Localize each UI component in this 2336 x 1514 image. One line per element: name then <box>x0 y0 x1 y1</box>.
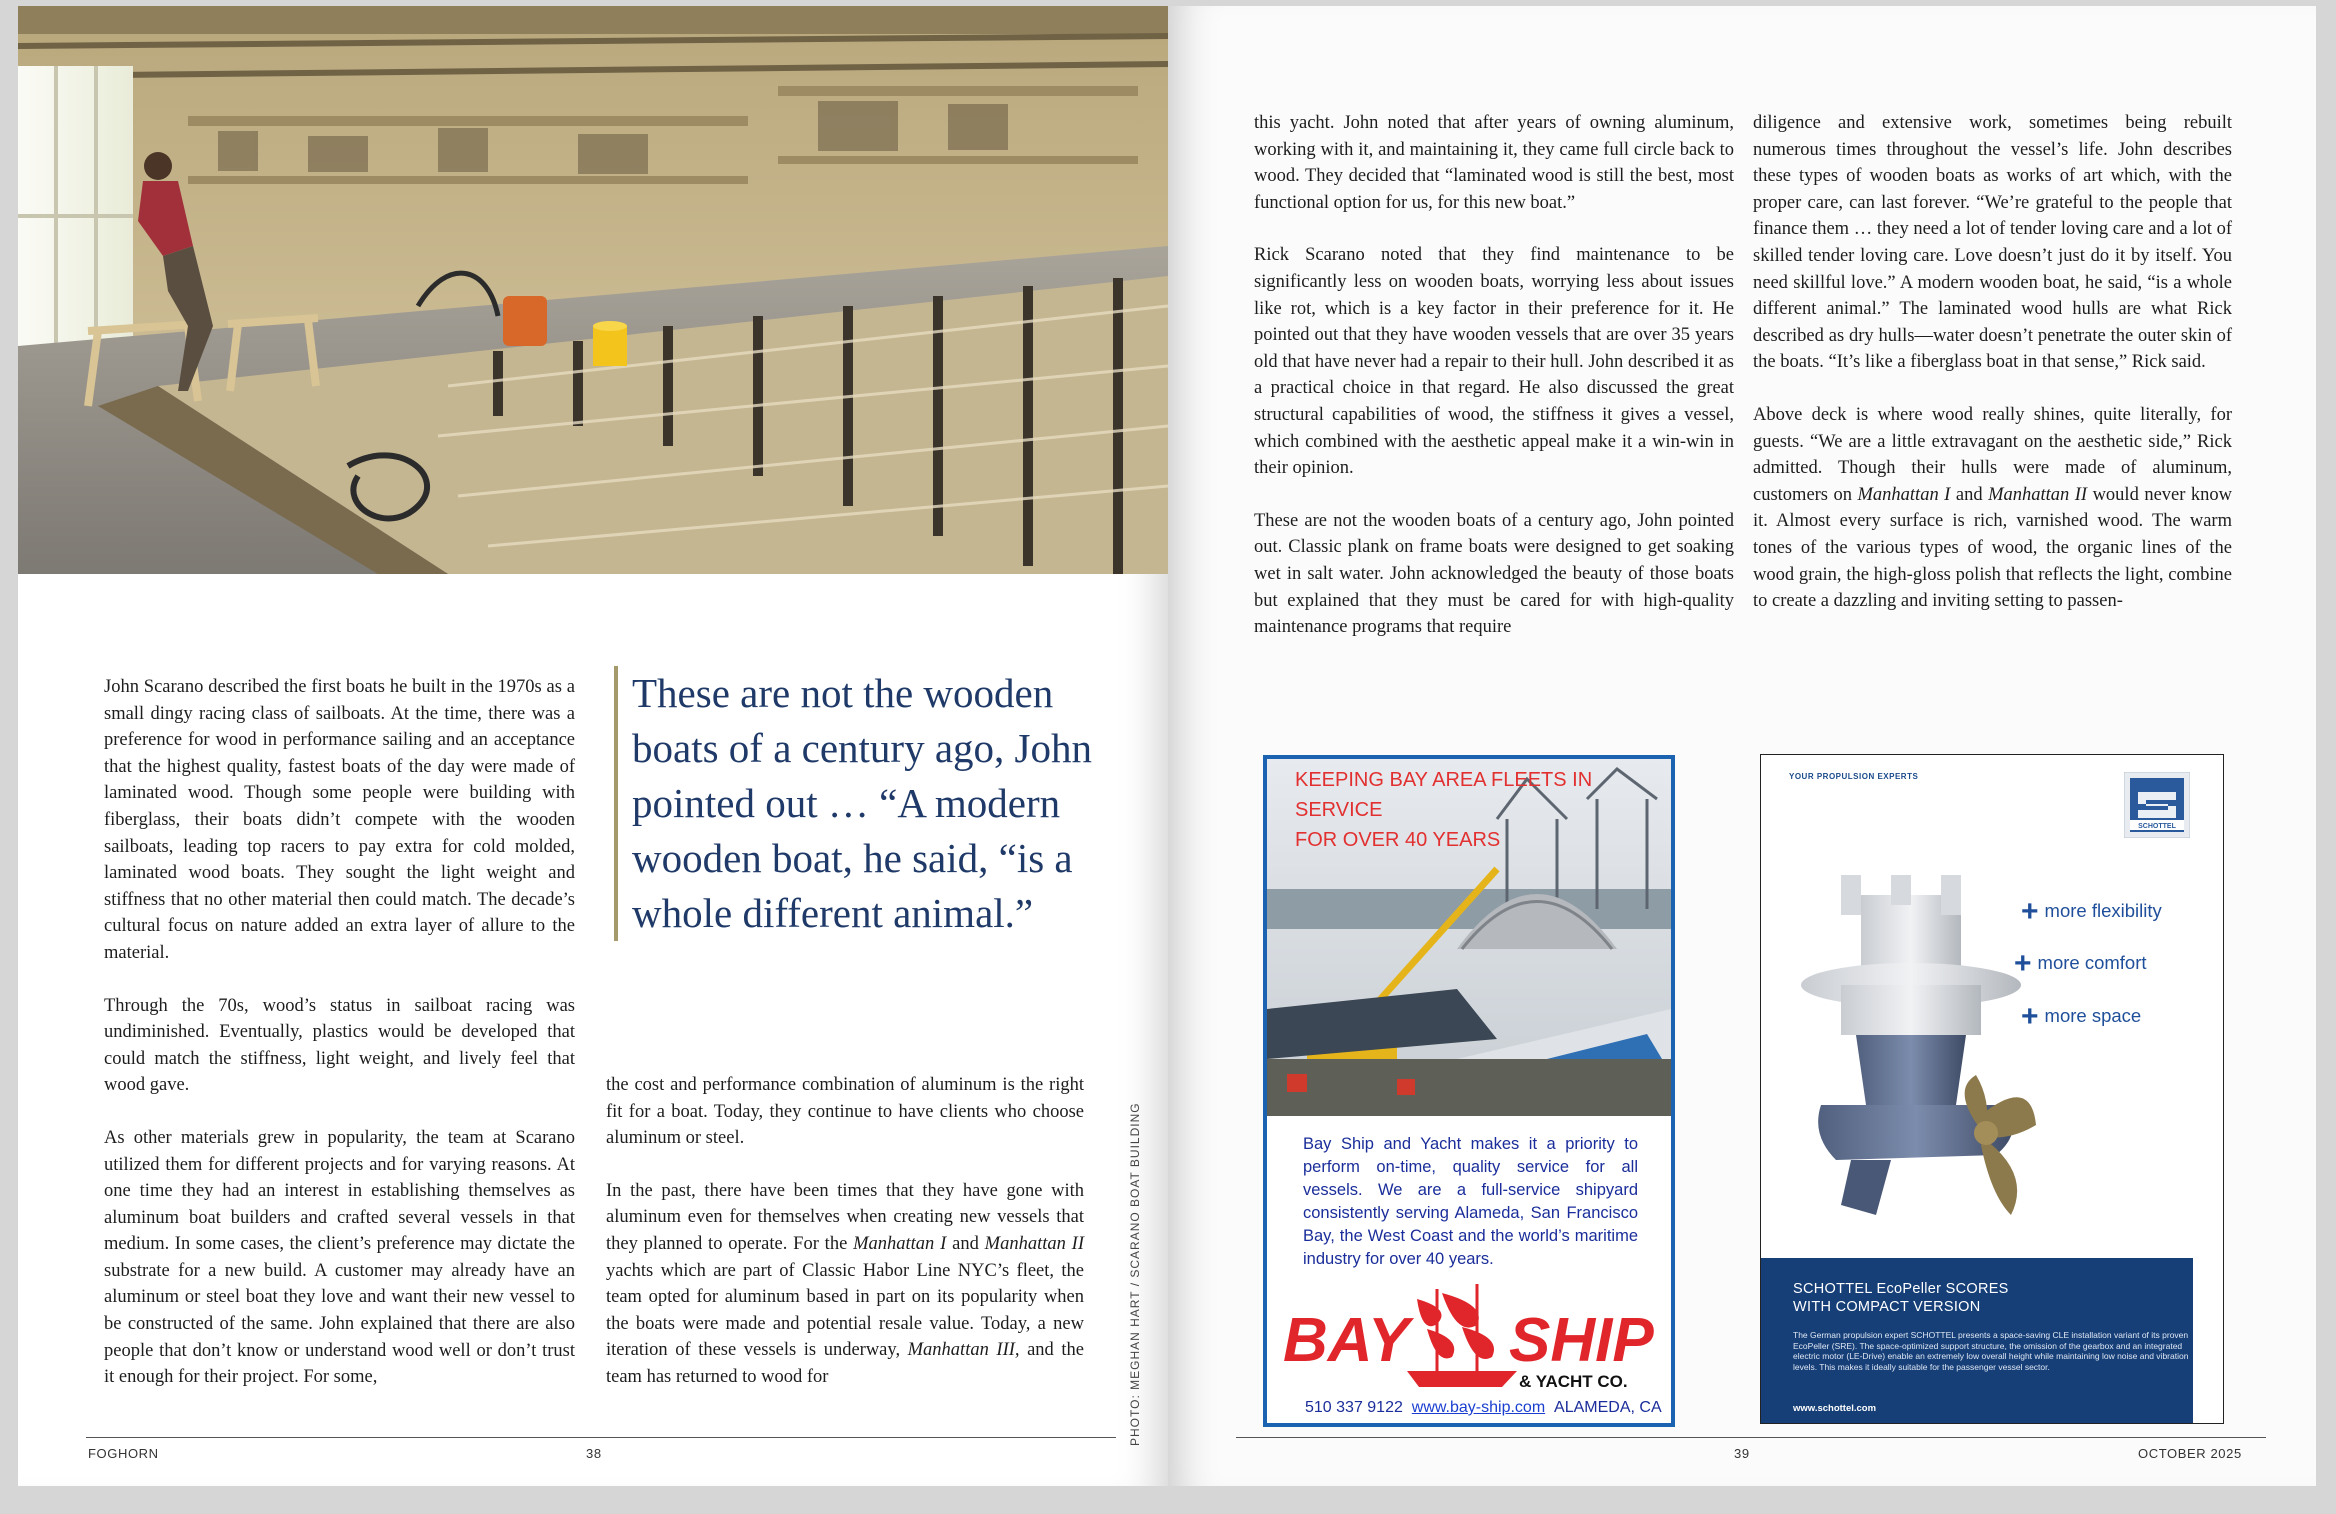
bayship-logo <box>1277 1279 1667 1399</box>
logo-text: SCHOTTEL <box>2138 823 2176 830</box>
ad-link[interactable]: www.bay-ship.com <box>1411 1399 1546 1416</box>
feature-comfort <box>2014 947 2147 981</box>
headline-line: FOR OVER 40 YEARS <box>1295 829 1501 851</box>
schottel-logo <box>2124 772 2190 838</box>
plus-icon: + <box>2021 1000 2039 1033</box>
paragraph: John Scarano described the first boats he built in the 1970s as a small dingy racing class of sailboats. At the time, there was a preference for wood in performance sailing and an acceptance that the highest quality, fastest boats of the day were made of laminated wood. Though some people were building with fiberglass, their boats didn’t compete with the wooden sailboats, leading top racers to pay extra for cold molded, laminated wood boats. They sought the light weight and stiffness that no other material then could match. The decade’s cultural focus on nature added an extra layer of allure to the material. <box>104 677 575 963</box>
article-col-1 <box>104 674 575 1391</box>
footer-rule <box>86 1437 1116 1438</box>
article-col-1 <box>1254 110 1734 641</box>
logo-subtitle: & YACHT CO. <box>1519 1372 1628 1391</box>
phone-number: 510 337 9122 <box>1305 1399 1403 1416</box>
logo-word-ship: SHIP <box>1509 1306 1654 1375</box>
feature-flexibility <box>2021 895 2162 929</box>
headline-line: KEEPING BAY AREA FLEETS IN SERVICE <box>1295 769 1593 821</box>
paragraph: this yacht. John noted that after years of owning aluminum, working with it, and maintaining it, they came full circle back to wood. They decided that “laminated wood is still the best, most functional option for us, for this new boat.” <box>1254 113 1734 213</box>
photo-credit: PHOTO: MEGHAN HART / SCARANO BOAT BUILDING <box>1128 1102 1142 1446</box>
paragraph <box>1753 402 2232 615</box>
feature-space <box>2021 1000 2141 1034</box>
article-col-2 <box>606 1072 1084 1391</box>
text-run: and <box>946 1233 985 1254</box>
pull-quote <box>614 666 1132 941</box>
page-number: 38 <box>586 1446 602 1461</box>
bayship-ad[interactable] <box>1263 755 1675 1427</box>
workshop-photo <box>18 6 1168 574</box>
text-run: and <box>1950 484 1989 505</box>
ad-tagline: YOUR PROPULSION EXPERTS <box>1789 772 1919 781</box>
feature-label: more comfort <box>2037 952 2147 973</box>
yacht-name: Manhattan III, <box>907 1340 1020 1361</box>
paragraph: Through the 70s, wood’s status in sailboat racing was undiminished. Eventually, plastics would be developed that could match the stiffness, light weight, and lively feel that wood gave. <box>104 995 575 1096</box>
text-run: yachts which are part of Classic Habor Line NYC’s fleet, the team opted for aluminum based in part on its popularity when the boats were made and potential resale value. Today, a new iteration of these vessels is underway, <box>606 1260 1084 1361</box>
page-number: 39 <box>1734 1446 1750 1461</box>
plus-icon: + <box>2021 895 2039 928</box>
paragraph: Rick Scarano noted that they find maintenance to be significantly less on wooden boats, worrying less about issues like rot, which is a key factor in their preference for it. He pointed out that they have wooden vessels that are over 35 years old that have never had a repair to their hull. John described it as a practical choice in that regard. He also discussed the great structural capabilities of wood, the stiffness it gives a vessel, which combined with the aesthetic appeal make it a win-win in their opinion. <box>1254 245 1734 479</box>
ad-link[interactable]: www.schottel.com <box>1793 1403 1877 1414</box>
right-page <box>1168 6 2316 1486</box>
paragraph: diligence and extensive work, sometimes being rebuilt numerous times throughout the vessel’s life. John describes these types of wooden boats as works of art which, with the proper care, can last forever. “We’re grateful to the people that finance them … they need a lot of tender loving care and a lot of skilled tender loving care. Love doesn’t just do it by itself. You need skillful love.” A modern wooden boat, he said, “is a whole different animal.” The laminated wood hulls are what Rick described as dry hulls—water doesn’t penetrate the outer skin of the boats. “It’s like a fiberglass boat in that sense,” Rick said. <box>1753 113 2232 373</box>
paragraph: As other materials grew in popularity, the team at Scarano utilized them for different projects and for varying reasons. At one time they had an interest in establishing themselves as aluminum boat builders and crafted several vessels in that medium. In some cases, the client’s preference may dictate the substrate for a new build. A customer may already have an aluminum or steel boat they love and want their new vessel to be constructed of the same. John explained that there are also people that don’t know or understand wood well or don’t trust it enough for their project. For some, <box>104 1127 575 1388</box>
left-page <box>18 6 1168 1486</box>
logo-word-bay: BAY <box>1283 1306 1410 1375</box>
sailing-ship-icon <box>1407 1284 1517 1387</box>
panel-title <box>1793 1280 2009 1316</box>
paragraph: These are not the wooden boats of a century ago, John pointed out. Classic plank on frame boats were designed to get soaking wet in salt water. John acknowledged the beauty of those boats but explained that they must be cared for with high-quality maintenance programs that require <box>1254 510 1734 638</box>
article-col-2 <box>1753 110 2232 615</box>
text-run: and the team has returned to wood for <box>606 1340 1084 1387</box>
yacht-name: Manhattan II <box>1988 484 2088 505</box>
panel-title-line: WITH COMPACT VERSION <box>1793 1299 1981 1315</box>
footer-rule <box>1236 1437 2266 1438</box>
yacht-name: Manhattan I <box>1857 484 1951 505</box>
magazine-name: FOGHORN <box>88 1446 159 1461</box>
ecopeller-image <box>1781 875 2041 1295</box>
ad-body: Bay Ship and Yacht makes it a priority to perform on-time, quality service for all vessels. We are a full-service shipyard consistently serving Alameda, San Francisco Bay, the West Coast and the world’s maritime industry for over 40 years. <box>1303 1135 1638 1268</box>
schottel-ad[interactable] <box>1760 754 2224 1424</box>
text-run: would never know it. Almost every surface is rich, varnished wood. The warm tones of the various types of wood, the organic lines of the wood grain, the high-gloss polish that reflects the light, combine to create a dazzling and inviting setting to passen- <box>1753 484 2233 612</box>
feature-label: more flexibility <box>2044 900 2162 921</box>
pull-quote-text: These are not the wooden boats of a century ago, John pointed out … “A modern wooden boat, he said, “is a whole different animal.” <box>632 670 1092 936</box>
feature-label: more space <box>2044 1005 2142 1026</box>
city: ALAMEDA, CA <box>1554 1399 1662 1416</box>
issue-date: OCTOBER 2025 <box>2138 1446 2242 1461</box>
yacht-name: Manhattan II <box>984 1233 1084 1254</box>
ad-info-panel <box>1761 1258 2193 1424</box>
panel-title-line: SCHOTTEL EcoPeller SCORES <box>1793 1281 2009 1297</box>
panel-body: The German propulsion expert SCHOTTEL presents a space-saving CLE installation variant of its proven EcoPeller (SRE). The space-optimized support structure, the omission of the gearbox and an integrated electric motor (LE-Drive) enable an extremely low overall height while maintaining low noise and vibration levels. This makes it ideally suitable for the passenger vessel sector. <box>1793 1330 2189 1372</box>
paragraph <box>606 1178 1084 1391</box>
text-run: Above deck is where wood really shines, quite literally, for guests. “We are a little extravagant on the aesthetic side,” Rick admitted. Though their hulls were made of aluminum, customers on <box>1753 404 2232 505</box>
yacht-name: Manhattan I <box>853 1233 947 1254</box>
ad-headline <box>1295 765 1671 855</box>
paragraph: the cost and performance combination of aluminum is the right fit for a boat. Today, they continue to have clients who choose aluminum or steel. <box>606 1075 1084 1149</box>
ad-contact <box>1305 1399 1662 1417</box>
plus-icon: + <box>2014 947 2032 980</box>
text-run: In the past, there have been times that they have gone with aluminum even for themselves when creating new vessels that they planned to operate. For the <box>606 1180 1084 1254</box>
